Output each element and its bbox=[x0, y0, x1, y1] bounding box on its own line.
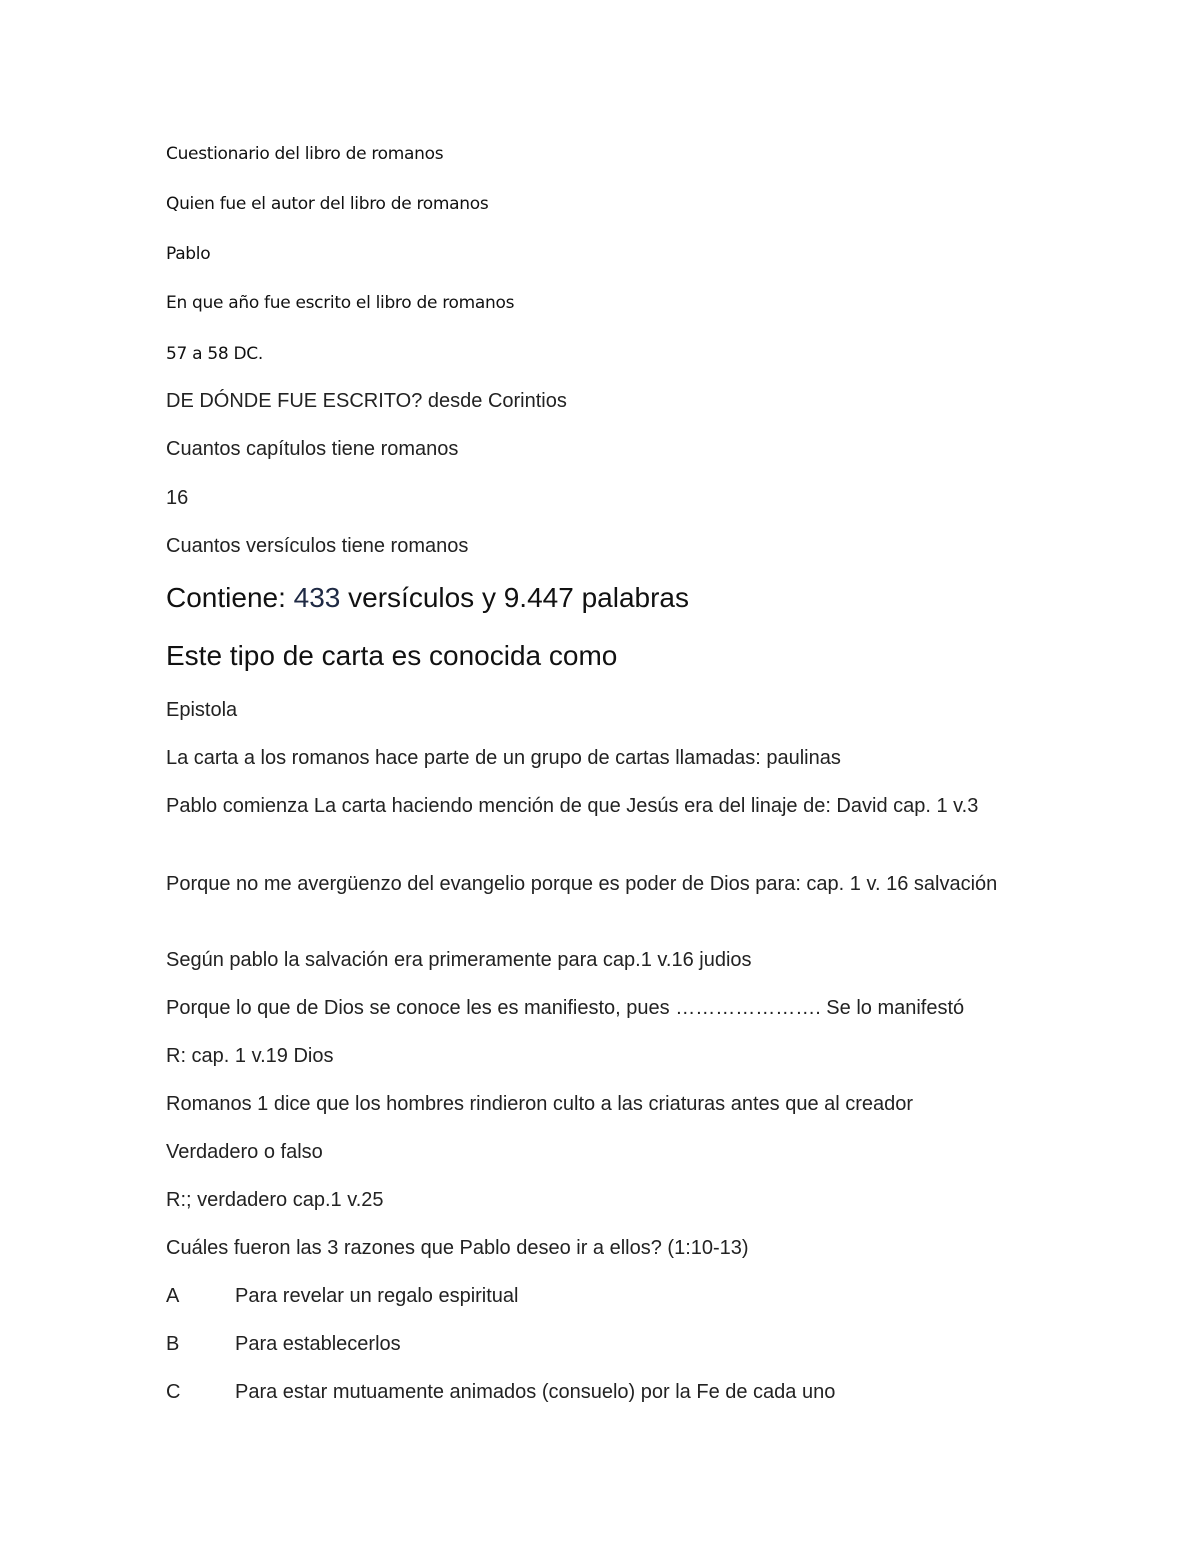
contains-number: 433 bbox=[293, 582, 341, 613]
salvation-first-text: Según pablo la salvación era primeramente para cap.1 v.16 judios bbox=[166, 949, 752, 971]
true-false-text: Verdadero o falso bbox=[166, 1141, 323, 1163]
answer-chapters: 16 bbox=[166, 487, 189, 509]
worship-text: Romanos 1 dice que los hombres rindieron culto a las criaturas antes que al creador bbox=[166, 1093, 914, 1115]
reason-text-c: Para estar mutuamente animados (consuelo) por la Fe de cada uno bbox=[235, 1381, 836, 1403]
question-verses: Cuantos versículos tiene romanos bbox=[166, 535, 469, 557]
question-author: Quien fue el autor del libro de romanos bbox=[166, 194, 489, 214]
contains-suffix: versículos y 9.447 palabras bbox=[340, 582, 689, 613]
reason-text-a: Para revelar un regalo espiritual bbox=[235, 1285, 519, 1307]
manifest-answer: R: cap. 1 v.19 Dios bbox=[166, 1045, 334, 1067]
true-false-answer: R:; verdadero cap.1 v.25 bbox=[166, 1189, 384, 1211]
manifest-text: Porque lo que de Dios se conoce les es manifiesto, pues …………………. Se lo manifestó bbox=[166, 997, 965, 1019]
contains-prefix: Contiene: bbox=[166, 582, 294, 613]
answer-year: 57 a 58 DC. bbox=[166, 344, 263, 364]
lineage-text: Pablo comienza La carta haciendo mención de que Jesús era del linaje de: David cap. 1 v.3 bbox=[166, 795, 979, 817]
reason-letter-b: B bbox=[166, 1333, 180, 1355]
reason-letter-a: A bbox=[166, 1285, 180, 1307]
paulinas-text: La carta a los romanos hace parte de un grupo de cartas llamadas: paulinas bbox=[166, 747, 841, 769]
reasons-question: Cuáles fueron las 3 razones que Pablo deseo ir a ellos? (1:10-13) bbox=[166, 1237, 749, 1259]
question-where: DE DÓNDE FUE ESCRITO? desde Corintios bbox=[166, 390, 567, 412]
gospel-text: Porque no me avergüenzo del evangelio porque es poder de Dios para: cap. 1 v. 16 salvación bbox=[166, 873, 998, 895]
reason-letter-c: C bbox=[166, 1381, 181, 1403]
answer-letter-type: Epistola bbox=[166, 699, 238, 721]
contains-heading bbox=[166, 580, 689, 616]
question-chapters: Cuantos capítulos tiene romanos bbox=[166, 438, 459, 460]
question-year: En que año fue escrito el libro de romanos bbox=[166, 293, 515, 313]
letter-type-heading: Este tipo de carta es conocida como bbox=[166, 640, 618, 671]
answer-author: Pablo bbox=[166, 244, 211, 264]
document-title: Cuestionario del libro de romanos bbox=[166, 144, 444, 164]
reason-text-b: Para establecerlos bbox=[235, 1333, 401, 1355]
